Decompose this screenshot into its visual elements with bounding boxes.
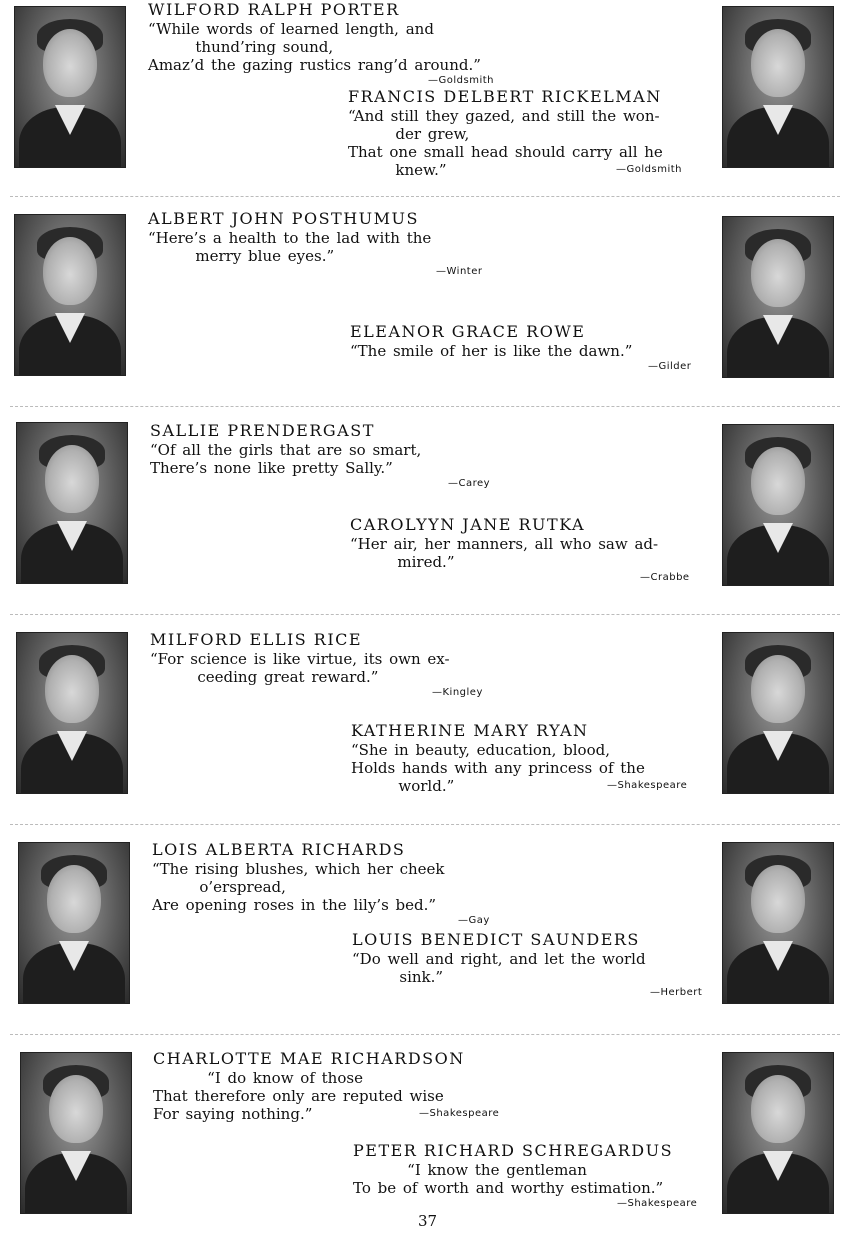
student-quote: “And still they gazed, and still the won- der grew, That one small head should carry all he knew.”: [348, 107, 663, 179]
portrait-photo: [14, 214, 126, 376]
senior-entry: [352, 930, 708, 999]
senior-entry: [350, 322, 706, 373]
student-name: CHARLOTTE MAE RICHARDSON: [153, 1049, 465, 1068]
student-quote: “I know the gentleman To be of worth and worthy estimation.”: [353, 1161, 664, 1197]
section-divider: [10, 406, 840, 407]
student-name: ELEANOR GRACE ROWE: [350, 322, 586, 341]
portrait-photo: [20, 1052, 132, 1214]
quote-author: —Carey: [448, 478, 491, 489]
student-name: SALLIE PRENDERGAST: [150, 421, 375, 440]
student-quote: “While words of learned length, and thund’ring sound, Amaz’d the gazing rustics rang’d around.”: [148, 20, 481, 74]
senior-entry: [150, 630, 502, 699]
student-name: LOUIS BENEDICT SAUNDERS: [352, 930, 640, 949]
student-quote: “Her air, her manners, all who saw ad- mired.”: [350, 535, 659, 571]
student-quote: “Do well and right, and let the world sink.”: [352, 950, 646, 986]
senior-entry: [148, 209, 500, 278]
student-quote: “I do know of those That therefore only are reputed wise For saying nothing.”: [153, 1069, 444, 1123]
student-name: MILFORD ELLIS RICE: [150, 630, 363, 649]
senior-entry: [351, 721, 707, 795]
portrait-photo: [14, 6, 126, 168]
page-number: 37: [418, 1212, 438, 1230]
portrait-photo: [722, 424, 834, 586]
section-divider: [10, 824, 840, 825]
student-quote: “For science is like virtue, its own ex- ceeding great reward.”: [150, 650, 450, 686]
quote-author: —Crabbe: [640, 572, 690, 583]
student-name: PETER RICHARD SCHREGARDUS: [353, 1141, 674, 1160]
student-name: KATHERINE MARY RYAN: [351, 721, 589, 740]
senior-entry: [152, 840, 504, 927]
quote-author: —Gilder: [648, 361, 692, 372]
quote-author: —Kingley: [432, 687, 483, 698]
portrait-photo: [722, 216, 834, 378]
senior-entry: [353, 1141, 709, 1210]
student-quote: “The smile of her is like the dawn.”: [350, 342, 633, 360]
quote-author: —Shakespeare: [607, 780, 688, 791]
section-divider: [10, 614, 840, 615]
section-divider: [10, 196, 840, 197]
quote-author: —Winter: [436, 266, 483, 277]
quote-author: —Shakespeare: [419, 1108, 500, 1119]
senior-entry: [153, 1049, 505, 1123]
quote-author: —Goldsmith: [616, 164, 682, 175]
student-name: WILFORD RALPH PORTER: [148, 0, 400, 19]
quote-author: —Gay: [458, 915, 490, 926]
student-quote: “Of all the girls that are so smart, There’s none like pretty Sally.”: [150, 441, 422, 477]
portrait-photo: [18, 842, 130, 1004]
portrait-photo: [722, 6, 834, 168]
senior-entry: [350, 515, 706, 584]
quote-author: —Herbert: [650, 987, 703, 998]
portrait-photo: [722, 1052, 834, 1214]
student-quote: “Here’s a health to the lad with the merry blue eyes.”: [148, 229, 432, 265]
student-name: CAROLYYN JANE RUTKA: [350, 515, 586, 534]
portrait-photo: [722, 632, 834, 794]
student-name: LOIS ALBERTA RICHARDS: [152, 840, 406, 859]
senior-entry: [150, 421, 502, 490]
quote-author: —Goldsmith: [428, 75, 494, 86]
student-name: FRANCIS DELBERT RICKELMAN: [348, 87, 662, 106]
senior-entry: [348, 87, 704, 179]
senior-entry: [148, 0, 500, 87]
portrait-photo: [16, 632, 128, 794]
section-divider: [10, 1034, 840, 1035]
portrait-photo: [722, 842, 834, 1004]
student-name: ALBERT JOHN POSTHUMUS: [148, 209, 419, 228]
student-quote: “The rising blushes, which her cheek o’erspread, Are opening roses in the lily’s bed.”: [152, 860, 445, 914]
quote-author: —Shakespeare: [617, 1198, 698, 1209]
student-quote: “She in beauty, education, blood, Holds hands with any princess of the world.”: [351, 741, 645, 795]
portrait-photo: [16, 422, 128, 584]
